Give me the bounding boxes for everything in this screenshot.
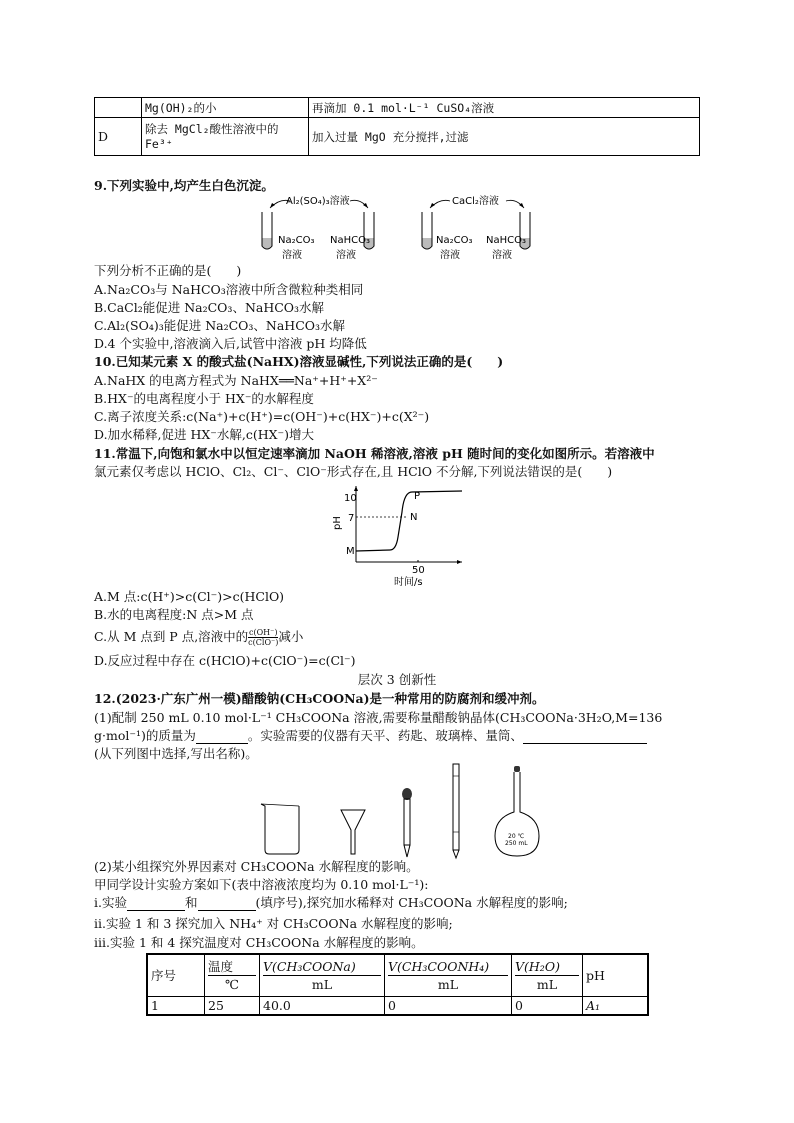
cell: 加入过量 MgO 充分搅拌,过滤 xyxy=(309,118,700,156)
header-no: 序号 xyxy=(147,954,205,996)
right-sol1: 溶液 xyxy=(440,250,460,261)
ph-chart xyxy=(330,482,470,587)
x-tick-50: 50 xyxy=(412,565,425,576)
q9-ask: 下列分析不正确的是( ) xyxy=(94,263,242,278)
cell-ph: A₁ xyxy=(583,996,649,1015)
p1c-text: 。实验需要的仪器有天平、药匙、玻璃棒、量筒、 xyxy=(247,728,523,743)
header-v1-top: V(CH₃COONa) xyxy=(263,958,381,976)
experiment-table xyxy=(146,953,649,1016)
header-v1 xyxy=(260,954,385,996)
right-sol2: 溶液 xyxy=(492,250,512,261)
cell-v1: 40.0 xyxy=(260,996,385,1015)
q9-option-b: B.CaCl₂能促进 Na₂CO₃、NaHCO₃水解 xyxy=(94,300,325,315)
cell-line: Fe³⁺ xyxy=(145,136,173,151)
point-m-label: M xyxy=(346,546,355,557)
point-n-label: N xyxy=(410,512,418,523)
i-post: (填序号),探究加水稀释对 CH₃COONa 水解程度的影响; xyxy=(255,895,568,910)
q9-figure xyxy=(250,192,550,264)
option-c-post: 减小 xyxy=(278,629,304,644)
q11-option-d: D.反应过程中存在 c(HClO)+c(ClO⁻)=c(Cl⁻) xyxy=(94,653,356,668)
i-mid: 和 xyxy=(184,895,198,910)
pipette-icon xyxy=(453,764,459,858)
right-tube2-label: NaHCO₃ xyxy=(486,235,526,246)
x-axis-label: 时间/s xyxy=(394,577,423,587)
table-row xyxy=(95,118,700,156)
q11-stem: 11.常温下,向饱和氯水中以恒定速率滴加 NaOH 稀溶液,溶液 pH 随时间的变化如图所示。若溶液中 xyxy=(94,446,655,461)
q9-option-c: C.Al₂(SO₄)₃能促进 Na₂CO₃、NaHCO₃水解 xyxy=(94,318,346,333)
header-temp-top: 温度 xyxy=(208,958,256,976)
q12-p1d: (从下列图中选择,写出名称)。 xyxy=(94,746,258,761)
header-v3-top: V(H₂O) xyxy=(515,958,579,976)
point-p-label: P xyxy=(414,491,421,502)
funnel-icon xyxy=(341,810,365,854)
tube-left-1 xyxy=(262,212,272,249)
q11-option-a: A.M 点:c(H⁺)>c(Cl⁻)>c(HClO) xyxy=(94,589,285,604)
beaker-icon xyxy=(261,804,299,854)
q11-option-b: B.水的电离程度:N 点>M 点 xyxy=(94,607,254,622)
volumetric-flask-icon xyxy=(495,766,539,856)
header-v3-unit: mL xyxy=(536,976,558,992)
q12-p2: (2)某小组探究外界因素对 CH₃COONa 水解程度的影响。 xyxy=(94,859,419,874)
cell-no: 1 xyxy=(147,996,205,1015)
q12-stem: 12.(2023·广东广州一模)醋酸钠(CH₃COONa)是一种常用的防腐剂和缓冲剂。 xyxy=(94,691,545,706)
cell xyxy=(95,98,142,118)
flask-label-temp: 20 ℃ xyxy=(508,833,525,840)
left-sol1: 溶液 xyxy=(282,250,302,261)
q10-option-c: C.离子浓度关系:c(Na⁺)+c(H⁺)=c(OH⁻)+c(HX⁻)+c(X²⁻) xyxy=(94,409,430,424)
q10-option-d: D.加水稀释,促进 HX⁻水解,c(HX⁻)增大 xyxy=(94,427,315,442)
header-ph: pH xyxy=(583,954,649,996)
cell xyxy=(142,118,309,156)
q12-i xyxy=(94,895,568,911)
answer-blank-mass[interactable] xyxy=(196,743,248,744)
x-axis-arrow xyxy=(457,560,462,564)
left-tube1-label: Na₂CO₃ xyxy=(278,235,315,246)
q12-p1a: (1)配制 250 mL 0.10 mol·L⁻¹ CH₃COONa 溶液,需要称量醋酸钠晶体(CH₃COONa·3H₂O,M=136 xyxy=(94,710,663,725)
q9-option-d: D.4 个实验中,溶液滴入后,试管中溶液 pH 均降低 xyxy=(94,336,367,351)
dropper-icon xyxy=(402,788,412,857)
flask-label-volume: 250 mL xyxy=(505,840,528,847)
header-v2-top: V(CH₃COONH₄) xyxy=(388,958,508,976)
cell-temp: 25 xyxy=(205,996,260,1015)
fraction-den: c(ClO⁻) xyxy=(248,638,279,647)
right-tube1-label: Na₂CO₃ xyxy=(436,235,473,246)
left-sol2: 溶液 xyxy=(336,250,356,261)
left-tube2-label: NaHCO₃ xyxy=(330,235,370,246)
cell: D xyxy=(95,118,142,156)
y-axis-label: pH xyxy=(332,516,343,530)
answer-blank-exp-b[interactable] xyxy=(198,910,256,911)
cell: 再滴加 0.1 mol·L⁻¹ CuSO₄溶液 xyxy=(309,98,700,118)
fraction-num: c(OH⁻) xyxy=(249,628,278,637)
header-temp xyxy=(205,954,260,996)
tube-right-1 xyxy=(422,212,432,249)
cell-v3: 0 xyxy=(512,996,583,1015)
section-title: 层次 3 创新性 xyxy=(357,672,437,687)
q9-stem: 9.下列实验中,均产生白色沉淀。 xyxy=(94,178,274,193)
q11-option-c xyxy=(94,627,303,647)
q10-option-b: B.HX⁻的电离程度小于 HX⁻的水解程度 xyxy=(94,391,314,406)
y-axis-arrow xyxy=(354,486,358,491)
header-v1-unit: mL xyxy=(311,976,333,992)
top-table xyxy=(94,97,700,156)
answer-blank-instrument[interactable] xyxy=(523,743,647,744)
fraction xyxy=(248,628,278,647)
instruments-figure xyxy=(255,762,565,862)
y-tick-10: 10 xyxy=(344,493,357,504)
header-v3 xyxy=(512,954,583,996)
table-row xyxy=(95,98,700,118)
q12-p1b xyxy=(94,728,647,744)
p1b-text: g·mol⁻¹)的质量为 xyxy=(94,728,196,743)
table-row xyxy=(147,996,648,1015)
header-v2-unit: mL xyxy=(437,976,459,992)
cell: Mg(OH)₂的小 xyxy=(142,98,309,118)
q10-stem: 10.已知某元素 X 的酸式盐(NaHX)溶液显碱性,下列说法正确的是( ) xyxy=(94,354,504,369)
q12-ii: ⅱ.实验 1 和 3 探究加入 NH₄⁺ 对 CH₃COONa 水解程度的影响; xyxy=(94,916,453,931)
series-line xyxy=(356,491,462,551)
cell-v2: 0 xyxy=(385,996,512,1015)
option-c-pre: C.从 M 点到 P 点,溶液中的 xyxy=(94,629,249,644)
q11-stem-2: 氯元素仅考虑以 HClO、Cl₂、Cl⁻、ClO⁻形式存在,且 HClO 不分解,下列说法错误的是( ) xyxy=(94,464,613,479)
header-temp-unit: ℃ xyxy=(225,976,239,992)
q9-option-a: A.Na₂CO₃与 NaHCO₃溶液中所含微粒种类相同 xyxy=(94,282,364,297)
q12-p2b: 甲同学设计实验方案如下(表中溶液浓度均为 0.10 mol·L⁻¹): xyxy=(94,877,429,892)
table-header-row xyxy=(147,954,648,996)
answer-blank-exp-a[interactable] xyxy=(127,910,185,911)
cell-line: 除去 MgCl₂酸性溶液中的 xyxy=(145,121,279,136)
right-reagent: CaCl₂溶液 xyxy=(452,196,499,207)
y-tick-7: 7 xyxy=(348,513,355,524)
header-v2 xyxy=(385,954,512,996)
left-reagent: Al₂(SO₄)₃溶液 xyxy=(286,196,350,207)
i-pre: ⅰ.实验 xyxy=(94,895,127,910)
q12-iii: ⅲ.实验 1 和 4 探究温度对 CH₃COONa 水解程度的影响。 xyxy=(94,935,424,950)
q10-option-a: A.NaHX 的电离方程式为 NaHX══Na⁺+H⁺+X²⁻ xyxy=(94,373,378,388)
